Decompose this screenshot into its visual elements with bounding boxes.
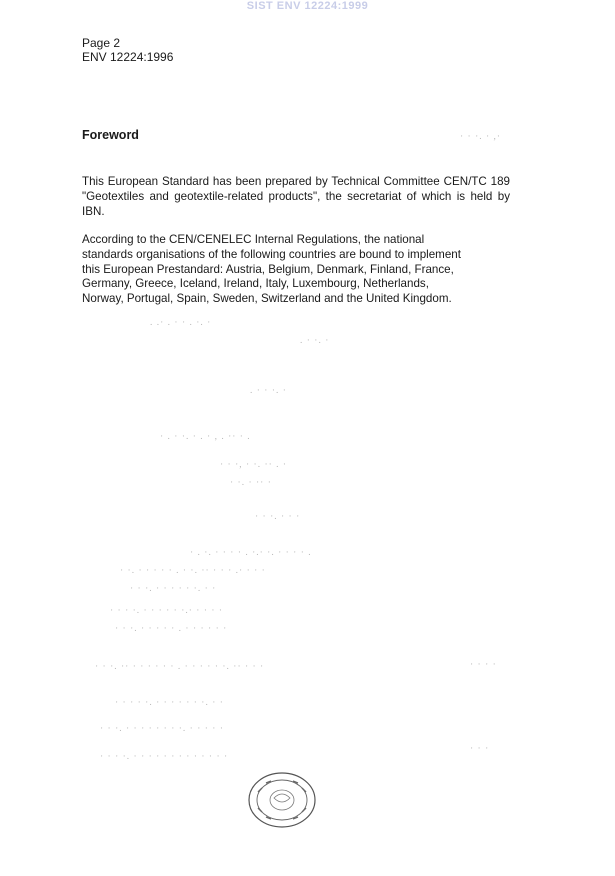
scan-noise: . · · ·. ·: [250, 386, 287, 396]
paragraph-line: Norway, Portugal, Spain, Sweden, Switzerland and the United Kingdom.: [82, 292, 452, 306]
scan-noise: · ·. · ·· ·: [230, 478, 272, 488]
scan-noise: · . ·. · · · · . ·.· ·. · · · · .: [190, 548, 312, 558]
standard-number: ENV 12224:1996: [82, 50, 174, 64]
paragraph-line: this European Prestandard: Austria, Belgium, Denmark, Finland, France,: [82, 262, 454, 276]
scan-noise: . · ·. ·: [300, 336, 330, 346]
scan-noise: · · ·. · · · · · ·. · ·: [130, 584, 217, 594]
scan-noise: · · · ·. · · · · · · · · · · · · ·: [100, 752, 229, 762]
section-title: Foreword: [82, 128, 139, 142]
scan-noise: · · ·, · ·. ·· . ·: [220, 460, 288, 470]
scan-noise: · . · ·. · . · , . ·· · .: [160, 432, 251, 442]
scan-noise: · ·. · · · · · . · ·. ·· · · · .· · · ·: [120, 566, 266, 576]
scan-noise: · · ·. · ,·: [460, 132, 502, 142]
scan-noise: · · · ·. · · · · · ·.· · · · ·: [110, 606, 224, 616]
page-number: Page 2: [82, 36, 121, 50]
foreword-paragraph-1: This European Standard has been prepared by Technical Committee CEN/TC 189 "Geotextiles and geotextile-related products", the secretariat of which is held by IBN.: [82, 175, 510, 218]
paragraph-line: Germany, Greece, Iceland, Ireland, Italy, Luxembourg, Netherlands,: [82, 277, 429, 291]
paragraph-line: According to the CEN/CENELEC Internal Regulations, the national: [82, 233, 425, 246]
page-header: [82, 36, 173, 64]
scan-noise: · · ·: [470, 744, 490, 754]
paragraph-line: standards organisations of the following countries are bound to implement: [82, 247, 461, 261]
scan-noise: · · ·. ·· · · · · · · . · · · · · ·. ·· · · ·: [95, 662, 265, 672]
scan-noise: · · · · ·. · · · · · · ·. · ·: [115, 698, 224, 708]
foreword-paragraph-2: [82, 233, 510, 307]
scan-noise: · · · ·: [470, 660, 497, 670]
seal-stamp-icon: [246, 770, 318, 830]
scan-noise: . .· . · · . ·. ·: [150, 318, 212, 328]
scan-noise: · · ·. · · ·: [255, 512, 301, 522]
scan-noise: · · ·. · · · · · · · ·. · · · · ·: [100, 724, 224, 734]
scan-noise: · · ·. · · · · · . · · · · · ·: [115, 624, 228, 634]
watermark: SIST ENV 12224:1999: [246, 0, 369, 12]
